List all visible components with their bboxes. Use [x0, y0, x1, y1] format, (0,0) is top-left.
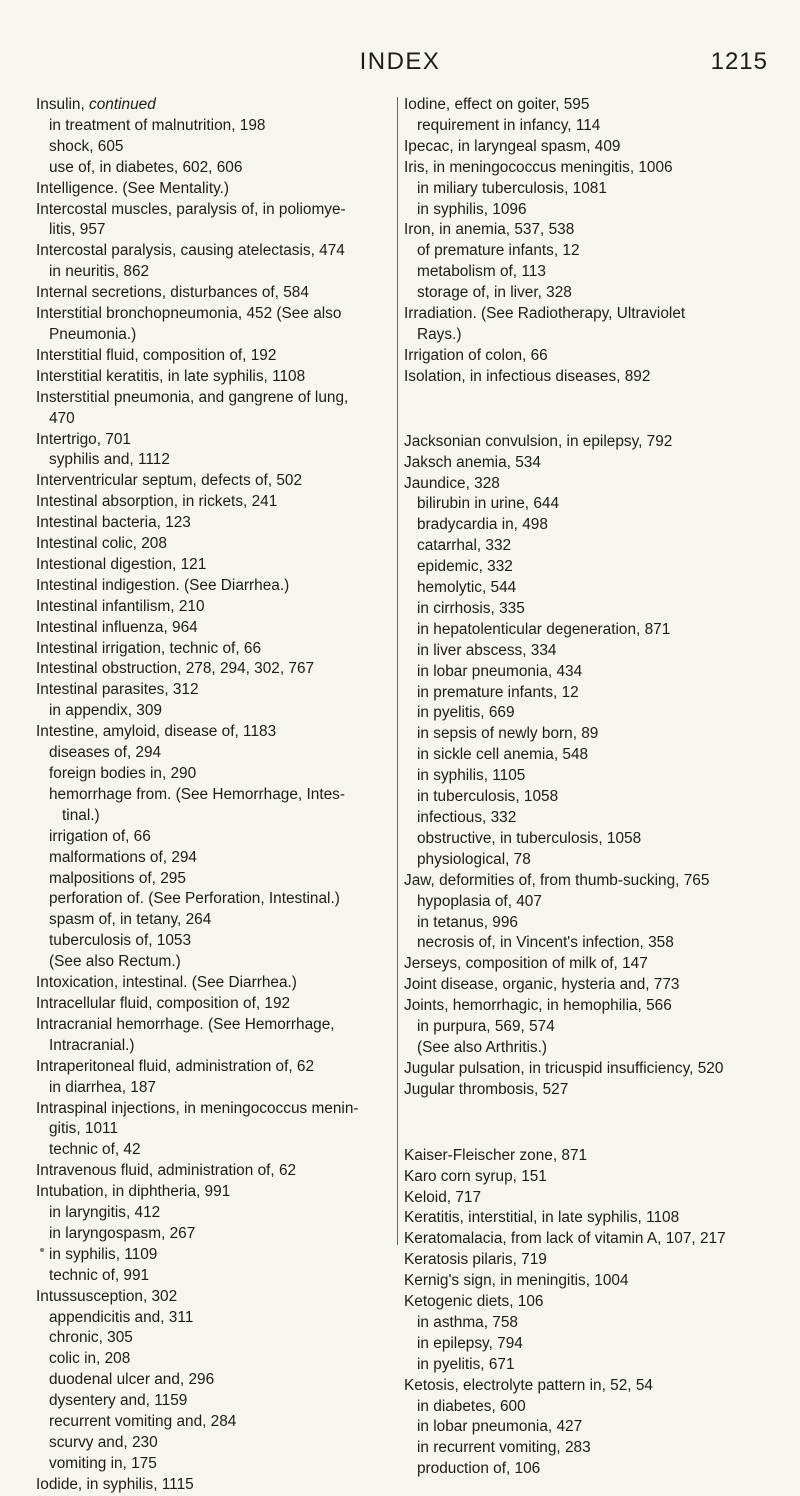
index-subentry: in laryngitis, 412 — [49, 1204, 161, 1222]
index-subentry: foreign bodies in, 290 — [49, 765, 197, 782]
index-subentry: in neuritis, 862 — [49, 263, 150, 281]
index-subentry: in syphilis, 1109 — [49, 1245, 158, 1263]
index-subentry: epidemic, 332 — [417, 558, 513, 576]
index-entry: Keloid, 717 — [404, 1188, 482, 1206]
index-entry: Intoxication, intestinal. (See Diarrhea.) — [36, 974, 297, 992]
index-entry: Intestinal influenza, 964 — [36, 618, 198, 636]
index-subentry: in diarrhea, 187 — [49, 1078, 156, 1096]
running-head — [0, 48, 800, 78]
index-subentry: in asthma, 758 — [417, 1313, 518, 1331]
index-entry: Intussusception, 302 — [36, 1287, 178, 1305]
index-entry-continuation: Rays.) — [417, 325, 462, 343]
index-subentry: malformations of, 294 — [49, 848, 197, 866]
index-subentry: in treatment of malnutrition, 198 — [49, 116, 266, 134]
index-subentry: physiological, 78 — [417, 850, 531, 868]
continued-label: continued — [89, 96, 156, 113]
index-entry: Keratosis pilaris, 719 — [404, 1251, 547, 1269]
index-subentry: in sickle cell anemia, 548 — [417, 746, 589, 764]
index-subentry: necrosis of, in Vincent's infection, 358 — [417, 934, 674, 952]
index-entry: Intestinal bacteria, 123 — [36, 514, 191, 532]
index-entry-continuation: 470 — [49, 409, 75, 427]
index-entry: Interventricular septum, defects of, 502 — [36, 472, 303, 490]
index-entry: Irradiation. (See Radiotherapy, Ultraviolet — [404, 305, 686, 323]
index-subentry: dysentery and, 1159 — [49, 1392, 188, 1410]
index-subentry: in purpura, 569, 574 — [417, 1018, 555, 1036]
index-entry: Intestinal irrigation, technic of, 66 — [36, 639, 261, 657]
index-entry: Jugular thrombosis, 527 — [404, 1080, 569, 1098]
index-subentry: bradycardia in, 498 — [417, 516, 548, 534]
index-subentry: vomiting in, 175 — [49, 1454, 157, 1472]
index-subentry: syphilis and, 1112 — [49, 451, 170, 469]
index-entry: Iodine, effect on goiter, 595 — [404, 96, 590, 113]
index-entry: Intravenous fluid, administration of, 62 — [36, 1162, 297, 1180]
index-subentry: technic of, 991 — [49, 1266, 150, 1284]
index-entry: Insulin, continued — [36, 96, 156, 113]
index-subentry: requirement in infancy, 114 — [417, 116, 601, 134]
index-entry: Intertrigo, 701 — [36, 430, 131, 448]
index-subentry: colic in, 208 — [49, 1350, 131, 1368]
index-entry: Intraperitoneal fluid, administration of, 62 — [36, 1057, 315, 1075]
index-entry: Intracellular fluid, composition of, 192 — [36, 994, 291, 1012]
index-subentry: spasm of, in tetany, 264 — [49, 911, 212, 929]
index-column-left — [36, 95, 396, 1496]
index-entry: Intestinal parasites, 312 — [36, 681, 199, 699]
index-entry: Intestinal infantilism, 210 — [36, 597, 205, 615]
index-subentry: in liver abscess, 334 — [417, 641, 557, 659]
index-subentry: irrigation of, 66 — [49, 827, 151, 845]
index-subentry: tuberculosis of, 1053 — [49, 932, 192, 950]
index-subentry: malpositions of, 295 — [49, 869, 186, 887]
index-entry: Intercostal muscles, paralysis of, in poliomye- — [36, 200, 346, 218]
index-entry: Intestional digestion, 121 — [36, 555, 207, 573]
index-subentry: in lobar pneumonia, 434 — [417, 662, 583, 680]
index-subentry: catarrhal, 332 — [417, 537, 512, 555]
index-entry: Intestinal obstruction, 278, 294, 302, 767 — [36, 660, 315, 678]
index-entry: Keratomalacia, from lack of vitamin A, 107, 217 — [404, 1230, 726, 1248]
index-subentry: bilirubin in urine, 644 — [417, 495, 560, 513]
index-entry: Joints, hemorrhagic, in hemophilia, 566 — [404, 997, 672, 1015]
index-entry: Interstitial keratitis, in late syphilis, 1108 — [36, 367, 306, 385]
index-subentry: shock, 605 — [49, 137, 124, 155]
index-subentry: in laryngospasm, 267 — [49, 1224, 196, 1242]
index-subentry: in miliary tuberculosis, 1081 — [417, 179, 607, 197]
index-entry: Kaiser-Fleischer zone, 871 — [404, 1146, 588, 1164]
section-gap-j — [404, 388, 794, 432]
index-subentry: in hepatolenticular degeneration, 871 — [417, 620, 671, 638]
index-subentry: hemorrhage from. (See Hemorrhage, Intes- — [49, 785, 345, 803]
index-entry-continuation: Pneumonia.) — [49, 325, 137, 343]
index-entry: Internal secretions, disturbances of, 584 — [36, 284, 309, 302]
index-entry: Ipecac, in laryngeal spasm, 409 — [404, 137, 621, 155]
index-entry-continuation: Intracranial.) — [49, 1036, 135, 1054]
index-entry: Iris, in meningococcus meningitis, 1006 — [404, 158, 673, 176]
index-entry: Jugular pulsation, in tricuspid insufficiency, 520 — [404, 1059, 724, 1077]
index-entry: Jaw, deformities of, from thumb-sucking, 765 — [404, 871, 710, 889]
page-number: 1215 — [710, 48, 768, 75]
index-cross-reference: (See also Arthritis.) — [417, 1038, 548, 1056]
index-subentry: in pyelitis, 669 — [417, 704, 515, 722]
index-subentry: recurrent vomiting and, 284 — [49, 1413, 237, 1431]
index-entry: Iodide, in syphilis, 1115 — [36, 1475, 194, 1493]
index-subentry: in recurrent vomiting, 283 — [417, 1439, 591, 1457]
index-entry: Insterstitial pneumonia, and gangrene of lung, — [36, 388, 349, 406]
index-entry: Irrigation of colon, 66 — [404, 346, 548, 364]
column-divider — [397, 97, 398, 1245]
index-subentry: scurvy and, 230 — [49, 1434, 158, 1451]
index-subentry: in epilepsy, 794 — [417, 1334, 523, 1352]
index-subentry: hypoplasia of, 407 — [417, 892, 542, 910]
index-entry: Intestinal colic, 208 — [36, 535, 167, 553]
index-entry: Joint disease, organic, hysteria and, 773 — [404, 976, 680, 994]
index-subentry: in syphilis, 1105 — [417, 767, 526, 785]
index-entry: Ketogenic diets, 106 — [404, 1293, 544, 1311]
index-subentry: of premature infants, 12 — [417, 242, 580, 260]
index-entry: Jaksch anemia, 534 — [404, 453, 541, 471]
index-subentry: in diabetes, 600 — [417, 1397, 526, 1415]
index-entry: Intestine, amyloid, disease of, 1183 — [36, 723, 277, 741]
index-subentry: duodenal ulcer and, 296 — [49, 1371, 215, 1389]
index-entry: Ketosis, electrolyte pattern in, 52, 54 — [404, 1376, 653, 1394]
index-entry: Karo corn syrup, 151 — [404, 1167, 547, 1185]
index-entry-continuation: gitis, 1011 — [49, 1120, 119, 1138]
index-entry: Intraspinal injections, in meningococcus menin- — [36, 1099, 359, 1117]
index-subentry: in tetanus, 996 — [417, 913, 518, 931]
index-subentry: in appendix, 309 — [49, 702, 162, 720]
index-entry: Interstitial bronchopneumonia, 452 (See also — [36, 305, 342, 323]
index-cross-reference: (See also Rectum.) — [49, 953, 181, 971]
index-entry: Jacksonian convulsion, in epilepsy, 792 — [404, 432, 673, 450]
index-subentry: in lobar pneumonia, 427 — [417, 1418, 583, 1436]
section-gap-k — [404, 1101, 794, 1146]
index-entry-continuation: litis, 957 — [49, 221, 106, 239]
index-subentry: in syphilis, 1096 — [417, 200, 527, 218]
index-entry: Intubation, in diphtheria, 991 — [36, 1183, 231, 1201]
index-entry: Jaundice, 328 — [404, 474, 500, 492]
index-entry: Kernig's sign, in meningitis, 1004 — [404, 1272, 629, 1290]
index-entry: Interstitial fluid, composition of, 192 — [36, 346, 277, 364]
index-subentry: diseases of, 294 — [49, 744, 162, 762]
index-subentry: storage of, in liver, 328 — [417, 284, 572, 302]
index-subentry: perforation of. (See Perforation, Intestinal.) — [49, 890, 340, 908]
index-subentry: metabolism of, 113 — [417, 263, 546, 281]
index-subentry: chronic, 305 — [49, 1329, 133, 1347]
index-entry: Intracranial hemorrhage. (See Hemorrhage, — [36, 1015, 335, 1033]
index-entry: Intelligence. (See Mentality.) — [36, 179, 230, 197]
index-subentry: in premature infants, 12 — [417, 683, 579, 701]
index-subentry: production of, 106 — [417, 1460, 541, 1478]
index-entry: Keratitis, interstitial, in late syphilis, 1108 — [404, 1209, 680, 1227]
index-entry: Intercostal paralysis, causing atelectasis, 474 — [36, 242, 345, 260]
index-subentry-continuation: tinal.) — [62, 806, 100, 824]
index-subentry: in tuberculosis, 1058 — [417, 788, 559, 806]
index-subentry: appendicitis and, 311 — [49, 1308, 194, 1326]
index-subentry: use of, in diabetes, 602, 606 — [49, 158, 243, 176]
index-subentry: in pyelitis, 671 — [417, 1355, 515, 1373]
index-entry: Isolation, in infectious diseases, 892 — [404, 367, 651, 385]
index-subentry: hemolytic, 544 — [417, 579, 517, 597]
index-subentry: obstructive, in tuberculosis, 1058 — [417, 829, 642, 847]
index-entry: Intestinal absorption, in rickets, 241 — [36, 493, 278, 511]
index-entry: Iron, in anemia, 537, 538 — [404, 221, 575, 239]
index-column-right — [404, 95, 794, 1480]
index-subentry: technic of, 42 — [49, 1141, 141, 1159]
print-speck — [40, 1248, 44, 1252]
index-subentry: in sepsis of newly born, 89 — [417, 725, 599, 743]
index-entry: Jerseys, composition of milk of, 147 — [404, 955, 648, 973]
index-subentry: infectious, 332 — [417, 809, 517, 826]
index-subentry: in cirrhosis, 335 — [417, 599, 525, 617]
page-title: INDEX — [359, 48, 441, 75]
index-entry: Intestinal indigestion. (See Diarrhea.) — [36, 576, 290, 594]
